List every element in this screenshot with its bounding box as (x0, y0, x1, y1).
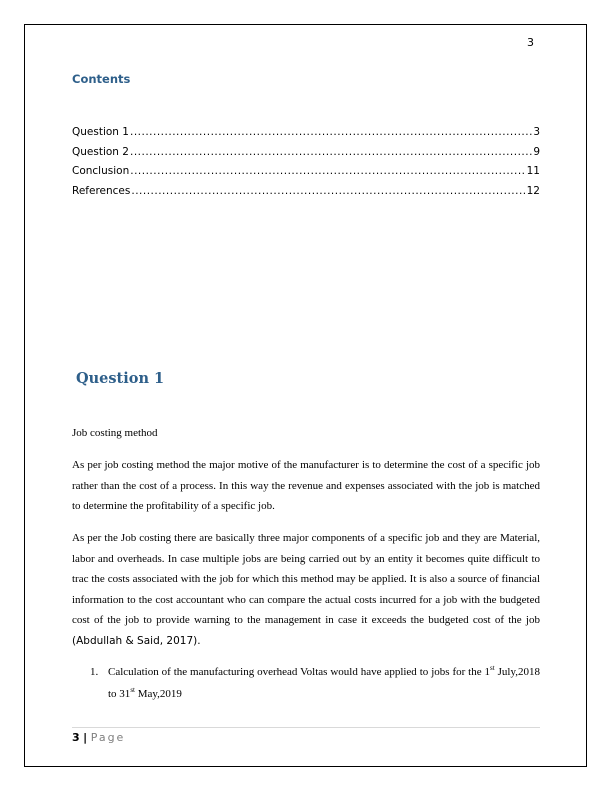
superscript: st (130, 686, 135, 694)
toc-entry[interactable] (72, 123, 540, 143)
footer-page-label: Page (90, 731, 126, 744)
section-heading: Question 1 (76, 370, 165, 387)
toc-entry-label[interactable]: Question 2 (72, 145, 129, 158)
section-subheading: Job costing method (72, 427, 158, 439)
citation: (Abdullah & Said, 2017). (72, 634, 201, 647)
toc-entry[interactable] (72, 143, 540, 163)
numbered-list (90, 661, 540, 705)
footer-separator: | (83, 731, 88, 744)
toc-entry-page: 9 (533, 145, 540, 158)
list-item-text-part: May,2019 (134, 688, 182, 700)
toc-entry[interactable] (72, 162, 540, 182)
contents-heading: Contents (72, 72, 131, 86)
footer-divider (72, 727, 540, 728)
toc-entry-page: 3 (533, 126, 540, 138)
paragraph-text: As per the Job costing there are basically three major components of a specific job and they are Material, labor and overheads. In case multiple jobs are being carried out by an entity it becomes quite difficult to trac the costs associated with the job for which this method may be applied. It is also a source of financial information to the cost accountant who can compare the actual costs incurred for a job with the budgeted cost of the job to provide warning to the management in case it exceeds the budgeted cost of the job (72, 532, 540, 626)
toc-leader-dots (130, 143, 532, 163)
toc-leader-dots (131, 182, 525, 202)
list-item-text-part: Calculation of the manufacturing overhead Voltas would have applied to jobs for the 1 (108, 666, 491, 678)
superscript: st (490, 664, 495, 672)
toc-leader-dots (130, 162, 525, 182)
toc-leader-dots (130, 123, 532, 143)
footer (72, 731, 125, 744)
list-item-number: 1. (90, 666, 99, 678)
header-page-number: 3 (527, 36, 534, 49)
list-item (90, 661, 540, 705)
paragraph (72, 528, 540, 651)
toc-entry[interactable] (72, 182, 540, 202)
footer-page-number: 3 (72, 731, 80, 744)
list-item-text-part: July,2018 to 31 (108, 666, 541, 700)
list-item-text (108, 661, 540, 705)
toc-entry-label[interactable]: Conclusion (72, 165, 130, 177)
toc-entry-page: 12 (526, 184, 540, 197)
table-of-contents (72, 123, 540, 201)
toc-entry-label[interactable]: References (72, 184, 131, 197)
paragraph: As per job costing method the major motive of the manufacturer is to determine the cost of a specific job rather than the cost of a process. In this way the revenue and expenses associated with the job is matched to determine the profitability of a specific job. (72, 459, 540, 512)
toc-entry-page: 11 (526, 165, 540, 177)
toc-entry-label[interactable]: Question 1 (72, 126, 129, 138)
